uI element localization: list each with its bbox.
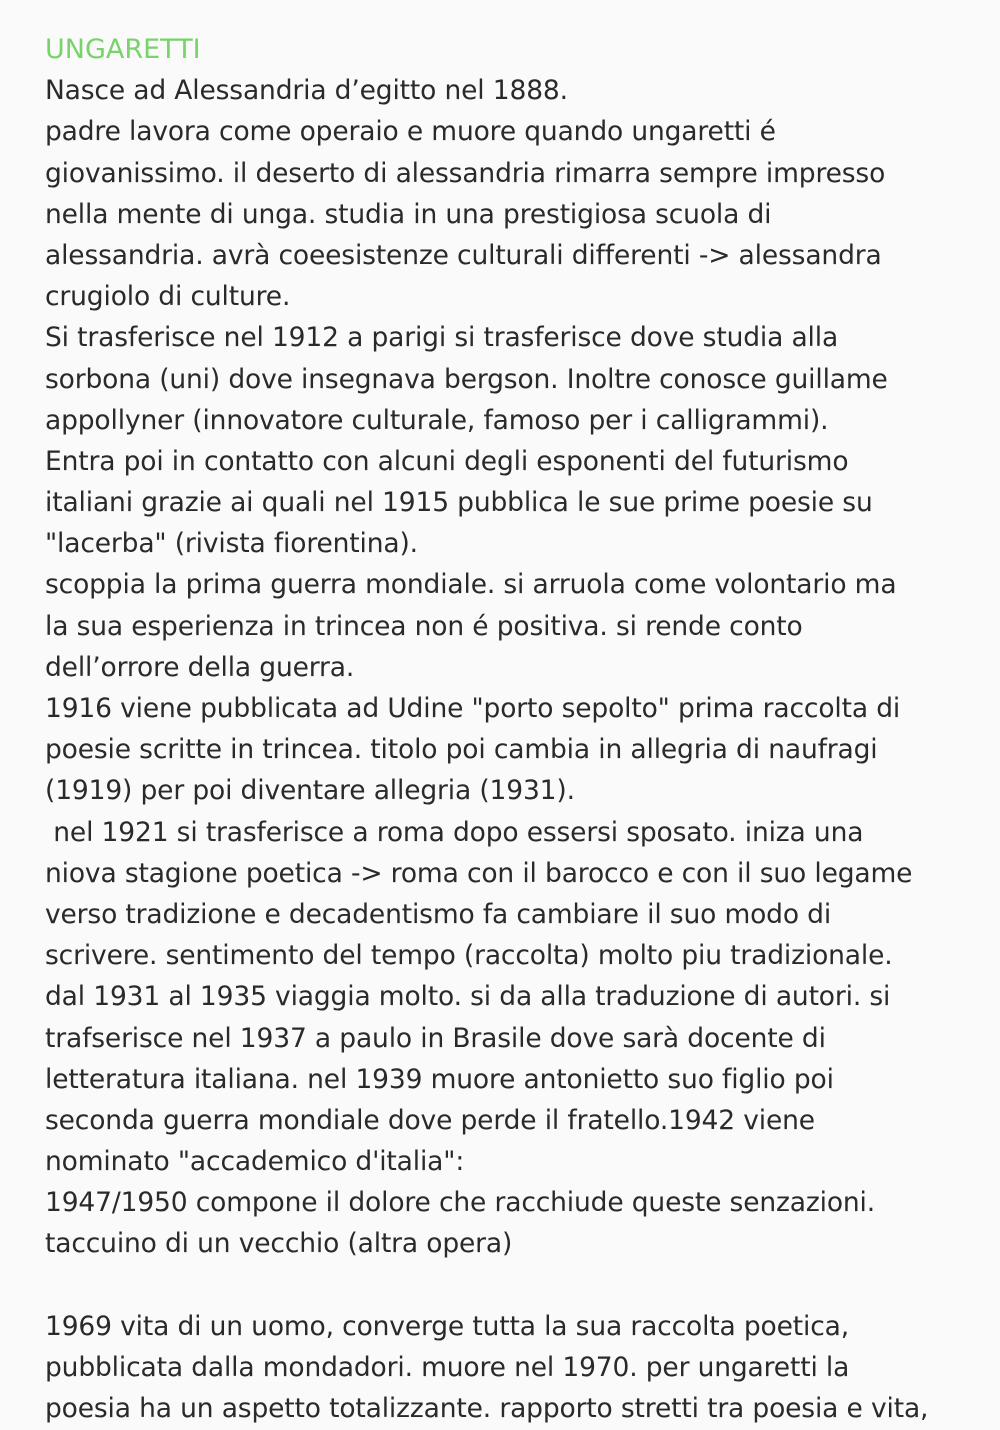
note-line: 1947/1950 compone il dolore che racchiude queste senzazioni.: [45, 1187, 876, 1219]
note-line: nominato "accademico d'italia":: [45, 1146, 465, 1178]
note-line: pubblicata dalla mondadori. muore nel 1970. per ungaretti la: [45, 1352, 850, 1383]
note-line: letteratura italiana. nel 1939 muore antonietto suo figlio poi: [45, 1063, 834, 1095]
note-line: poesie scritte in trincea. titolo poi cambia in allegria di naufragi: [45, 734, 878, 766]
note-line: scoppia la prima guerra mondiale. si arruola come volontario ma: [45, 569, 897, 601]
note-line: trafserisce nel 1937 a paulo in Brasile dove sarà docente di: [45, 1022, 826, 1054]
note-line: giovanissimo. il deserto di alessandria rimarra sempre impresso: [45, 157, 886, 189]
note-line: poesia ha un aspetto totalizzante. rapporto stretti tra poesia e vita,: [45, 1393, 929, 1425]
note-line: Entra poi in contatto con alcuni degli esponenti del futurismo: [45, 445, 849, 477]
note-body[interactable]: [45, 29, 990, 1429]
note-line: 1969 vita di un uomo, converge tutta la sua raccolta poetica,: [45, 1310, 850, 1342]
note-line: italiani grazie ai quali nel 1915 pubblica le sue prime poesie su: [45, 487, 873, 519]
note-line: la sua esperienza in trincea non é positiva. si rende conto: [45, 610, 803, 642]
note-line: appollyner (innovatore culturale, famoso per i calligrammi).: [45, 404, 829, 436]
note-blank-line: [45, 1265, 990, 1306]
note-line: nel 1921 si trasferisce a roma dopo essersi sposato. iniza una: [45, 816, 864, 848]
note-line: "lacerba" (rivista fiorentina).: [45, 528, 418, 560]
note-line: nella mente di unga. studia in una prestigiosa scuola di: [45, 198, 772, 230]
note-line: Nasce ad Alessandria d’egitto nel 1888.: [45, 75, 568, 107]
note-line: crugiolo di culture.: [45, 281, 291, 313]
note-line: dell’orrore della guerra.: [45, 651, 355, 683]
note-line: seconda guerra mondiale dove perde il fratello.1942 viene: [45, 1104, 815, 1136]
note-line: alessandria. avrà coeesistenze culturali differenti -> alessandra: [45, 239, 882, 271]
note-line: niova stagione poetica -> roma con il barocco e con il suo legame: [45, 857, 913, 889]
note-line: scrivere. sentimento del tempo (raccolta) molto piu tradizionale.: [45, 940, 893, 972]
note-line: 1916 viene pubblicata ad Udine "porto sepolto" prima raccolta di: [45, 693, 901, 724]
note-line: taccuino di un vecchio (altra opera): [45, 1228, 513, 1260]
note-line: Si trasferisce nel 1912 a parigi si trasferisce dove studia alla: [45, 322, 839, 354]
note-line: sorbona (uni) dove insegnava bergson. Inoltre conosce guillame: [45, 363, 888, 395]
note-line: dal 1931 al 1935 viaggia molto. si da alla traduzione di autori. si: [45, 981, 891, 1013]
note-title: UNGARETTI: [45, 34, 201, 65]
note-line: padre lavora come operaio e muore quando ungaretti é: [45, 116, 776, 148]
note-line: verso tradizione e decadentismo fa cambiare il suo modo di: [45, 898, 832, 930]
note-line: (1919) per poi diventare allegria (1931).: [45, 775, 575, 807]
